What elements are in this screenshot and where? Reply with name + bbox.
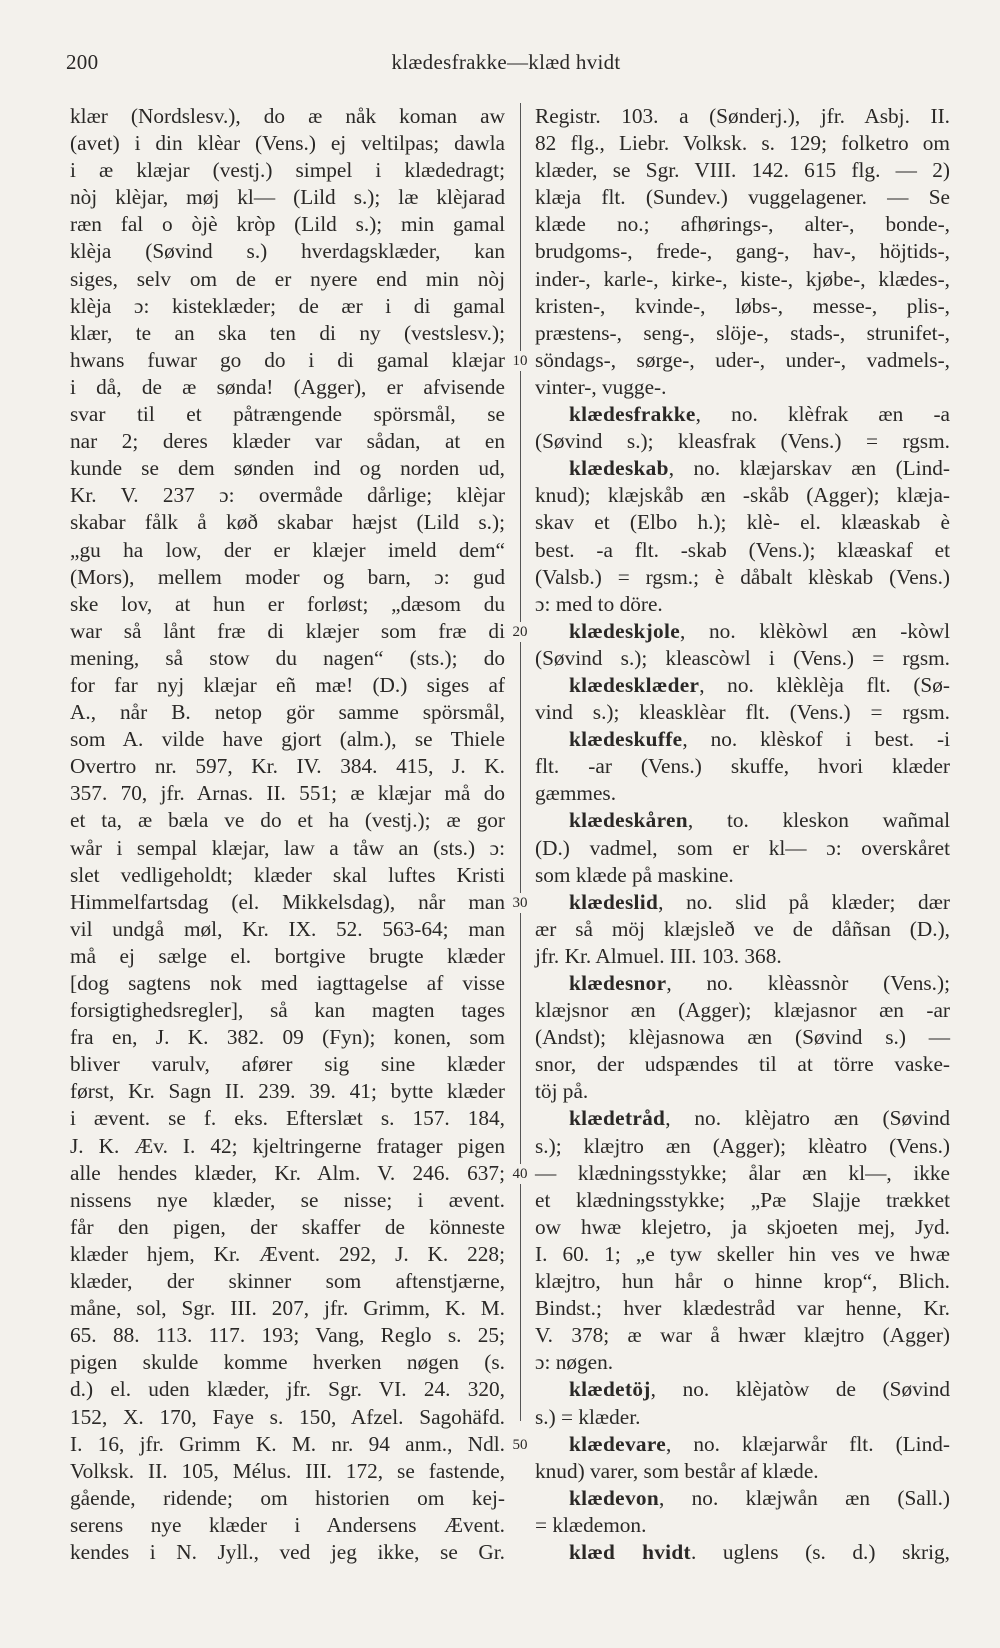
text-line: = klædemon. <box>535 1512 647 1537</box>
text-line: som A. vilde have gjort (alm.), se Thiele <box>70 727 505 752</box>
entry-headword-line <box>535 618 950 645</box>
page-number: 200 <box>66 50 99 74</box>
entry-headword-line <box>535 1376 950 1403</box>
text-line: (D.) vadmel, som er kl— ɔ: overskåret <box>535 835 950 860</box>
headword: klædeslid <box>569 889 659 914</box>
text-line: i æ klæjar (vestj.) simpel i klædedragt; <box>70 158 505 183</box>
text-line: kendes i N. Jyll., ved jeg ikke, se Gr. <box>70 1539 505 1564</box>
text-line: [dog sagtens nok med iagttagelse af visse <box>70 971 505 995</box>
text-line: serens nye klæder i Andersens Ævent. <box>70 1512 505 1537</box>
page-header <box>66 50 946 80</box>
text-line: (Søvind s.); kleasfrak (Vens.) = rgsm. <box>535 429 950 454</box>
text-line: hwans fuwar go do i di gamal klæjar <box>70 347 505 372</box>
right-column <box>535 103 950 1566</box>
text-line: inder-, karle-, kirke-, kiste-, kjøbe-, klædes-, <box>535 266 950 291</box>
headword: klædeskjole <box>569 618 680 643</box>
text-line: ow hwæ klejetro, ja skjoeten mej, Jyd. <box>535 1214 950 1239</box>
text-line: flt. -ar (Vens.) skuffe, hvori klæder <box>535 754 950 779</box>
text-line: i ævent. se f. eks. Efterslæt s. 157. 184, <box>70 1106 505 1131</box>
line-number: 50 <box>505 1435 535 1455</box>
text-line: knud) varer, som består af klæde. <box>535 1458 819 1483</box>
text-line: I. 16, jfr. Grimm K. M. nr. 94 anm., Ndl. <box>70 1431 505 1456</box>
entry-text: , no. klèjatòw de (Søvind <box>650 1377 950 1402</box>
entry-text: , no. klèklèja flt. (Sø- <box>699 672 950 697</box>
text-line: præstens-, seng-, slöje-, stads-, strunifet-, <box>535 320 950 345</box>
entry-headword-line <box>535 807 950 834</box>
entry-text: , no. klèfrak æn -a <box>695 402 950 427</box>
entry-headword-line <box>535 1105 950 1132</box>
text-line: alle hendes klæder, Kr. Alm. V. 246. 637; <box>70 1160 505 1185</box>
text-line: A., når B. netop gör samme spörsmål, <box>70 700 505 725</box>
headword: klædevare <box>569 1431 666 1456</box>
entry-text: , no. klæjarwår flt. (Lind- <box>665 1431 950 1456</box>
text-line: nòj klèjar, møj kl— (Lild s.); læ klèjarad <box>70 185 505 210</box>
text-line: skav et (Elbo h.); klè- el. klæaskab è <box>535 510 950 535</box>
text-line: töj på. <box>535 1079 589 1104</box>
text-line: Kr. V. 237 ɔ: overmåde dårlige; klèjar <box>70 483 505 508</box>
text-line: måne, sol, Sgr. III. 207, jfr. Grimm, K. M. <box>70 1296 505 1321</box>
line-number: 20 <box>505 622 535 642</box>
text-line: klæder, se Sgr. VIII. 142. 615 flg. — 2) <box>535 158 950 183</box>
text-line: siges, selv om de er nyere end min nòj <box>70 266 505 291</box>
entry-text: , no. slid på klæder; dær <box>658 889 950 914</box>
text-line: war så lånt fræ di klæjer som fræ di <box>70 618 505 643</box>
entry-headword-line <box>535 672 950 699</box>
text-line: snor, der udspændes til at törre vaske- <box>535 1052 950 1077</box>
text-line: svar til et påtrængende spörsmål, se <box>70 402 505 427</box>
headword: klædeskåren <box>569 808 688 833</box>
entry-text: . uglens (s. d.) skrig, <box>690 1539 951 1564</box>
entry-headword-line <box>535 1431 950 1458</box>
text-line: (Søvind s.); kleascòwl i (Vens.) = rgsm. <box>535 645 950 670</box>
text-line: — klædningsstykke; ålar æn kl—, ikke <box>535 1160 950 1185</box>
text-line: 357. 70, jfr. Arnas. II. 551; æ klæjar må do <box>70 781 505 806</box>
text-line: gående, ridende; om historien om kej- <box>70 1485 505 1510</box>
text-line: (Andst); klèjasnowa æn (Søvind s.) — <box>535 1025 950 1050</box>
text-line: d.) el. uden klæder, jfr. Sgr. VI. 24. 320, <box>70 1377 505 1402</box>
entry-text: , no. klèjatro æn (Søvind <box>665 1106 950 1131</box>
entry-text: , no. klèskof i best. -i <box>682 727 950 752</box>
text-line: (Mors), mellem moder og barn, ɔ: gud <box>70 564 505 589</box>
text-line: får den pigen, der skaffer de könneste <box>70 1214 505 1239</box>
text-line: ræn fal o òjè kròp (Lild s.); min gamal <box>70 212 505 237</box>
headword: klædetråd <box>569 1106 666 1131</box>
line-number: 30 <box>505 893 535 913</box>
text-line: wår i sempal klæjar, law a tåw an (sts.) ɔ: <box>70 835 505 860</box>
text-line: s.) = klæder. <box>535 1404 641 1429</box>
text-line: klèja ɔ: kistеklæder; de ær i di gamal <box>70 293 505 318</box>
text-line: 65. 88. 113. 117. 193; Vang, Reglo s. 25; <box>70 1323 505 1348</box>
text-line: 152, X. 170, Faye s. 150, Afzel. Sagohäfd. <box>70 1404 505 1429</box>
line-number: 40 <box>505 1164 535 1184</box>
text-line: Registr. 103. a (Sønderj.), jfr. Asbj. II. <box>535 104 950 128</box>
entry-headword-line <box>535 889 950 916</box>
entry-headword-line <box>535 455 950 482</box>
text-line: ɔ: nøgen. <box>535 1350 614 1375</box>
entry-headword-line <box>535 726 950 753</box>
headword: klæd hvidt <box>569 1539 691 1564</box>
headword: klædesnor <box>569 971 667 995</box>
text-line: mening, så stow du nagen“ (sts.); do <box>70 645 505 670</box>
text-line: Bindst.; hver klædestråd var henne, Kr. <box>535 1296 950 1321</box>
text-line: (avet) i din klèar (Vens.) ej veltilpas; dawla <box>70 131 505 156</box>
text-line: forsigtighedsregler], så kan magten tages <box>70 998 505 1023</box>
text-line: s.); klæjtro æn (Agger); klèatro (Vens.) <box>535 1133 950 1158</box>
entry-text: , no. klèkòwl æn -kòwl <box>679 618 950 643</box>
text-line: et ta, æ bæla ve do et ha (vestj.); æ gor <box>70 808 505 833</box>
text-line: gæmmes. <box>535 781 617 806</box>
text-line: bliver varulv, afører sig sine klæder <box>70 1052 505 1077</box>
text-line: kristen-, kvinde-, løbs-, messe-, plis-, <box>535 293 950 318</box>
text-line: knud); klæjskåb æn -skåb (Agger); klæja- <box>535 483 950 508</box>
text-line: (Valsb.) = rgsm.; è dåbalt klèskab (Vens.) <box>535 564 950 589</box>
text-line: klèja (Søvind s.) hverdagsklæder, kan <box>70 239 505 264</box>
text-line: først, Kr. Sagn II. 239. 39. 41; bytte klæder <box>70 1079 505 1104</box>
column-divider <box>520 103 521 1421</box>
line-number: 10 <box>505 351 535 371</box>
entry-headword-line <box>535 970 950 997</box>
entry-headword-line <box>535 401 950 428</box>
headword: klædesfrakke <box>569 402 696 427</box>
text-line: „gu ha low, der er klæjer imeld dem“ <box>70 537 505 562</box>
entry-text: , to. kleskon wañmal <box>687 808 950 833</box>
text-line: söndags-, sørge-, uder-, under-, vadmels-, <box>535 347 950 372</box>
text-line: vind s.); kleasklèar flt. (Vens.) = rgsm. <box>535 700 950 725</box>
text-line: slet vedligeholdt; klæder skal luftes Kristi <box>70 862 505 887</box>
text-line: klær, te an ska ten di ny (vestslesv.); <box>70 320 505 345</box>
left-column <box>70 103 505 1566</box>
headword: klædesklæder <box>569 672 700 697</box>
headword: klædeskuffe <box>569 727 683 752</box>
text-line: kunde se dem sønden ind og norden ud, <box>70 456 505 481</box>
text-line: skabar fålk å køð skabar hæjst (Lild s.); <box>70 510 505 535</box>
text-line: må ej sælge el. bortgive brugte klæder <box>70 943 505 968</box>
entry-headword-line <box>535 1539 950 1566</box>
running-head: klædesfrakke—klæd hvidt <box>391 50 621 74</box>
text-line: J. K. Æv. I. 42; kjeltringerne fratager pigen <box>70 1133 505 1158</box>
entry-text: , no. klèassnòr (Vens.); <box>666 971 950 995</box>
text-line: nar 2; deres klæder var sådan, at en <box>70 429 505 454</box>
text-line: vil undgå møl, Kr. IX. 52. 563-64; man <box>70 916 505 941</box>
text-line: jfr. Kr. Almuel. III. 103. 368. <box>535 943 782 968</box>
text-line: klæjtro, hun hår o hinne krop“, Blich. <box>535 1269 950 1294</box>
text-line: et klædningsstykke; „Pæ Slajje trækket <box>535 1187 950 1212</box>
text-line: klæjsnor æn (Agger); klæjasnor æn -ar <box>535 998 950 1023</box>
text-line: Volksk. II. 105, Mélus. III. 172, se fastende, <box>70 1458 505 1483</box>
entry-text: , no. klæjarskav æn (Lind- <box>668 456 950 481</box>
text-line: vinter-, vugge-. <box>535 374 667 399</box>
text-line: klæder hjem, Kr. Ævent. 292, J. K. 228; <box>70 1241 505 1266</box>
entry-text: , no. klæjwån æn (Sall.) <box>658 1485 950 1510</box>
text-line: ske lov, at hun er forløst; „dæsom du <box>70 591 505 616</box>
text-line: klæder, der skinner som aftenstjærne, <box>70 1269 505 1294</box>
text-line: pigen skulde komme hverken nøgen (s. <box>70 1350 505 1375</box>
text-line: som klæde på maskine. <box>535 862 734 887</box>
text-line: V. 378; æ war å hwær klæjtro (Agger) <box>535 1323 950 1348</box>
text-line: ær så möj klæjsleð ve de dåñsan (D.), <box>535 916 950 941</box>
text-line: for far nyj klæjar eñ mæ! (D.) siges af <box>70 672 505 697</box>
text-line: klæja flt. (Sundev.) vuggelagener. — Se <box>535 185 950 210</box>
headword: klædeskab <box>569 456 669 481</box>
entry-headword-line <box>535 1485 950 1512</box>
text-line: I. 60. 1; „e tyw skeller hin ves ve hwæ <box>535 1241 950 1266</box>
text-line: 82 flg., Liebr. Volksk. s. 129; folketro om <box>535 131 950 156</box>
text-line: nissens nye klæder, se nisse; i ævent. <box>70 1187 505 1212</box>
headword: klædetöj <box>569 1377 651 1402</box>
headword: klædevon <box>569 1485 659 1510</box>
text-line: klæde no.; afhørings-, alter-, bonde-, <box>535 212 950 237</box>
text-line: best. -a flt. -skab (Vens.); klæaskaf et <box>535 537 950 562</box>
text-line: Himmelfartsdag (el. Mikkelsdag), når man <box>70 889 505 914</box>
text-line: ɔ: med to döre. <box>535 591 663 616</box>
text-line: fra en, J. K. 382. 09 (Fyn); konen, som <box>70 1025 505 1050</box>
text-line: klær (Nordslesv.), do æ nåk koman aw <box>70 104 505 128</box>
text-line: brudgoms-, frede-, gang-, hav-, höjtids-, <box>535 239 950 264</box>
text-line: i då, de æ søndа! (Agger), er afvisende <box>70 374 505 399</box>
text-line: Overtro nr. 597, Kr. IV. 384. 415, J. K. <box>70 754 505 779</box>
